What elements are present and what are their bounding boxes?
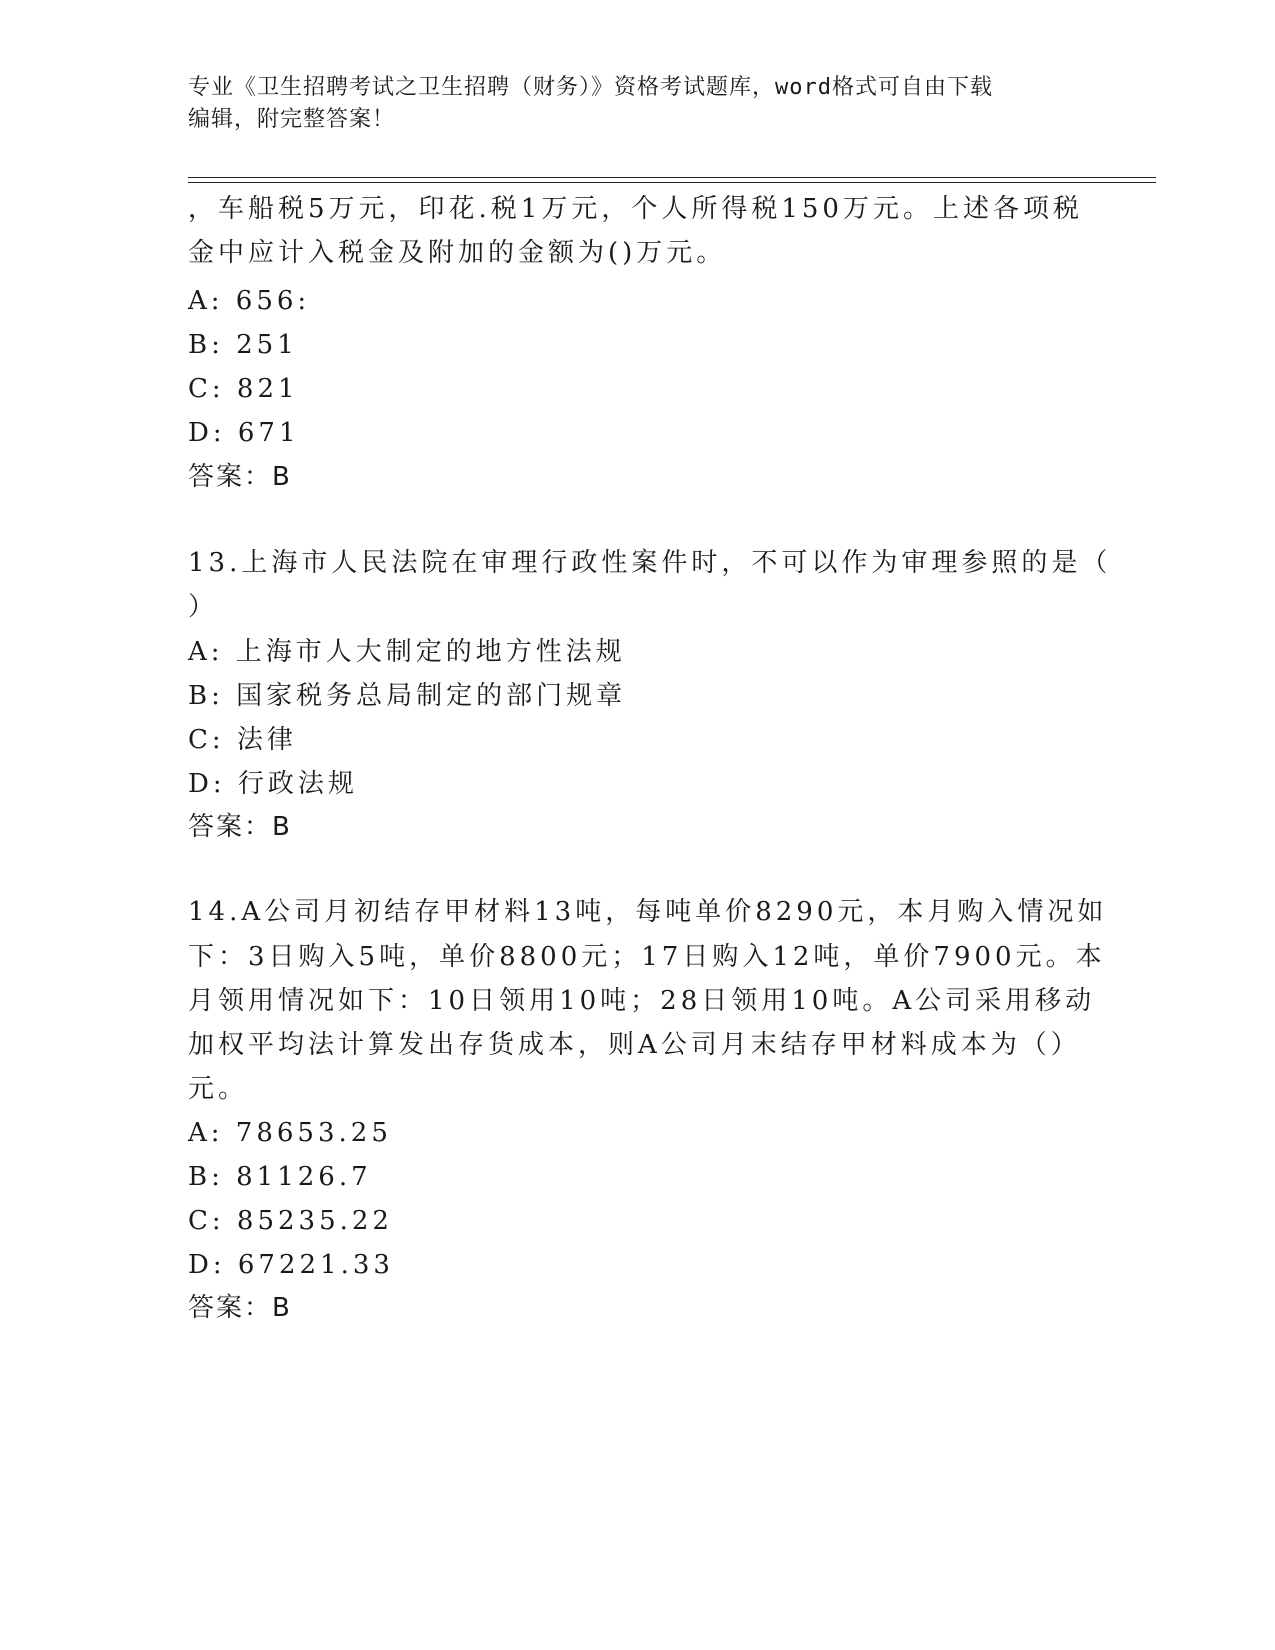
header-divider-top [188,177,1156,178]
q12-stem-line-2: 金中应计入税金及附加的金额为()万元。 [188,238,727,268]
q14-option-d: D: 67221.33 [188,1250,394,1280]
q14-stem-line-5: 元。 [188,1074,249,1104]
q14-stem-line-3: 月领用情况如下：10日领用10吨；28日领用10吨。A公司采用移动 [188,986,1096,1016]
q12-option-a: A: 656: [188,286,311,316]
q14-stem-line-1: 14.A公司月初结存甲材料13吨，每吨单价8290元，本月购入情况如 [188,897,1108,927]
header-line-2: 编辑，附完整答案！ [188,107,396,132]
q13-stem-line-2: ） [188,592,219,622]
q12-option-d: D: 671 [188,418,300,448]
q12-option-c: C: 821 [188,374,299,404]
header-divider-bottom [188,182,1156,183]
header-line-1: 专业《卫生招聘考试之卫生招聘（财务）》资格考试题库，word格式可自由下载 [188,75,993,100]
q14-answer: 答案：B [188,1293,292,1323]
q13-option-d: D: 行政法规 [188,769,358,799]
q13-answer: 答案：B [188,812,292,842]
q12-answer: 答案：B [188,462,292,492]
document-header [188,72,1088,136]
q14-option-a: A: 78653.25 [188,1118,392,1148]
q14-stem-line-2: 下：3日购入5吨，单价8800元；17日购入12吨，单价7900元。本 [188,942,1106,972]
q13-option-a: A: 上海市人大制定的地方性法规 [188,637,626,667]
q14-option-c: C: 85235.22 [188,1206,393,1236]
q13-option-b: B: 国家税务总局制定的部门规章 [188,681,627,711]
q13-stem-line-1: 13.上海市人民法院在审理行政性案件时，不可以作为审理参照的是（ [188,548,1112,578]
q12-stem-line-1: ，车船税5万元，印花.税1万元，个人所得税150万元。上述各项税 [188,194,1083,224]
q12-option-b: B: 251 [188,330,298,360]
q14-stem-line-4: 加权平均法计算发出存货成本，则A公司月末结存甲材料成本为（） [188,1030,1081,1060]
q13-option-c: C: 法律 [188,725,297,755]
q14-option-b: B: 81126.7 [188,1162,372,1192]
